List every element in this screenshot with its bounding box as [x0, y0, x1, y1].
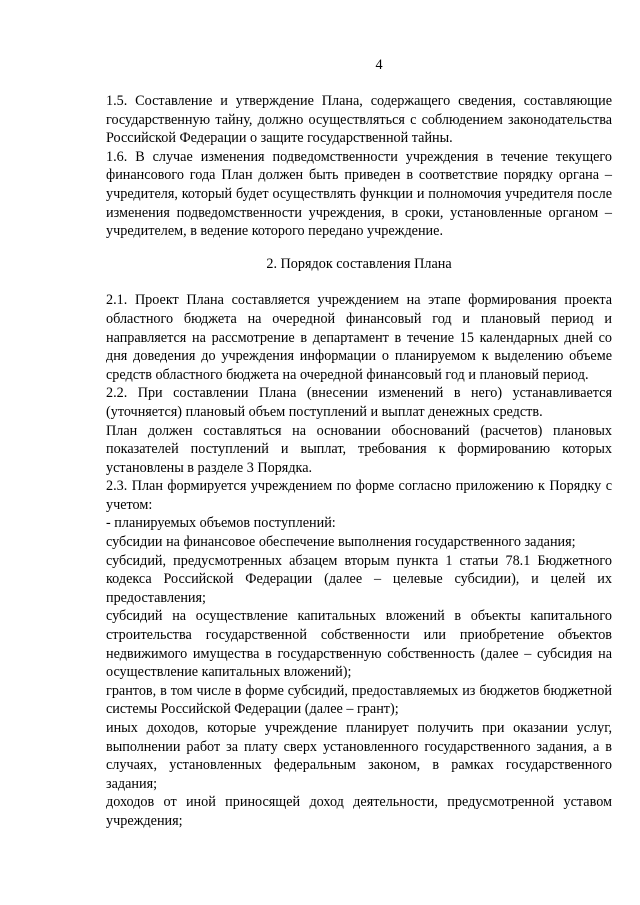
spacer: [106, 273, 612, 291]
list-item-other-activity-income: доходов от иной приносящей доход деятельности, предусмотренной уставом учреждения;: [106, 794, 612, 829]
list-item-planned-receipts: - планируемых объемов поступлений:: [106, 515, 336, 532]
list-item-other-income: иных доходов, которые учреждение планирует получить при оказании услуг, выполнении работ за плату сверх установленного государственного задания, а в случаях, установленных федеральным законом, в рамках государственного задания;: [106, 720, 612, 792]
paragraph-1-5: 1.5. Составление и утверждение Плана, содержащего сведения, составляющие государственную тайну, должно осуществляться с соблюдением законодательства Российской Федерации о защите государственной тайны.: [106, 93, 612, 147]
list-item-capital-investment-subsidy: субсидий на осуществление капитальных вложений в объекты капитального строительства государственной собственности или приобретение объектов недвижимого имущества в государственную собственность (далее – субсидия на осуществление капитальных вложений);: [106, 608, 612, 681]
paragraph-1-6: 1.6. В случае изменения подведомственности учреждения в течение текущего финансового года План должен быть приведен в соответствие порядку органа – учредителя, который будет осуществлять функции и полномочия учредителя после изменения подведомственности учреждения, в сроки, установленные органом – учредителем, в ведение которого передано учреждение.: [106, 148, 612, 240]
list-item-subsidy-state-task: субсидии на финансовое обеспечение выполнения государственного задания;: [106, 534, 576, 551]
spacer: [106, 241, 612, 255]
list-item-grants: грантов, в том числе в форме субсидий, предоставляемых из бюджетов бюджетной системы Российской Федерации (далее – грант);: [106, 682, 612, 718]
paragraph-2-1: 2.1. Проект Плана составляется учреждением на этапе формирования проекта областного бюджета на очередной финансовый год и плановый период и направляется на рассмотрение в департамент в течение 15 календарных дней со дня доведения до учреждения информации о планируемом к выделению объеме средств областного бюджета на очередной финансовый год и плановый период.: [106, 292, 612, 383]
paragraph-plan-basis: План должен составляться на основании обоснований (расчетов) плановых показателей поступлений и выплат, требования к формированию которых установлены в разделе 3 Порядка.: [106, 422, 612, 476]
paragraph-2-2: 2.2. При составлении Плана (внесении изменений в него) устанавливается (уточняется) плановый объем поступлений и выплат денежных средств.: [106, 385, 612, 420]
paragraph-2-3: 2.3. План формируется учреждением по форме согласно приложению к Порядку с учетом:: [106, 478, 612, 513]
section-2-heading: 2. Порядок составления Плана: [266, 255, 452, 272]
list-item-target-subsidies: субсидий, предусмотренных абзацем вторым пункта 1 статьи 78.1 Бюджетного кодекса Российской Федерации (далее – целевые субсидии), и целей их предоставления;: [106, 552, 612, 606]
page-number: 4: [375, 57, 383, 73]
document-body: [106, 92, 612, 831]
